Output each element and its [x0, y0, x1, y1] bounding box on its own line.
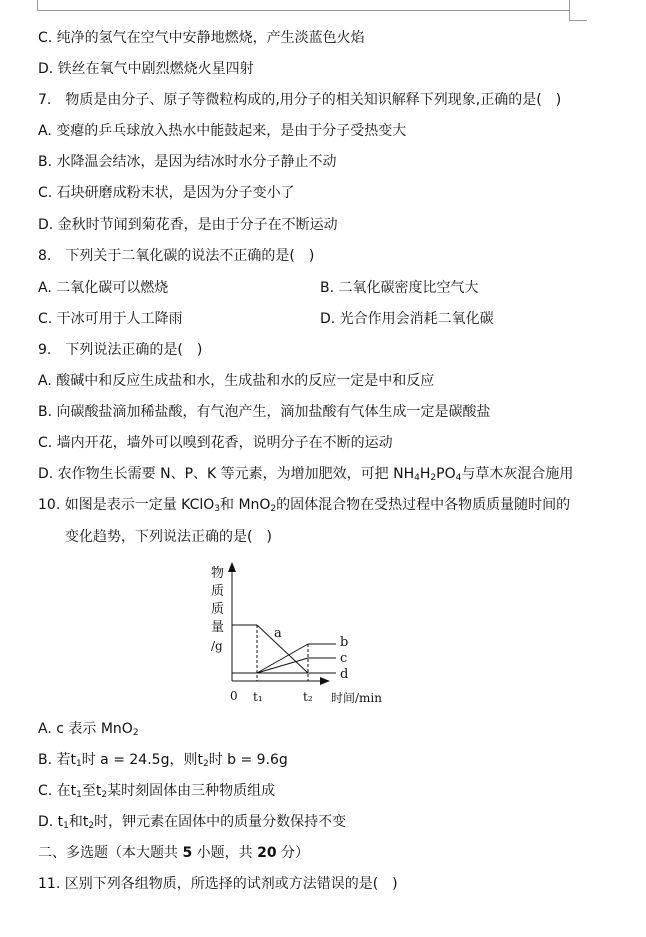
q7-option-c: C. 石块研磨成粉末状，是因为分子变小了	[38, 185, 295, 201]
question-9: 9. 下列说法正确的是( )	[38, 342, 203, 358]
ylabel-unit: /g	[211, 639, 223, 653]
q8-option-a: A. 二氧化碳可以燃烧	[38, 280, 169, 296]
q10-option-c: C. 在$t_1$至$t_2$某时刻固体由三种物质组成	[38, 783, 276, 800]
q10-option-b: B. 若$t_1$时 a = 24.5g，则$t_2$时 b = 9.6g	[38, 752, 288, 769]
q9-option-b: B. 向碳酸盐滴加稀盐酸，有气泡产生，滴加盐酸有气体生成一定是碳酸盐	[38, 404, 491, 420]
question-8: 8. 下列关于二氧化碳的说法不正确的是( )	[38, 248, 315, 264]
q8-option-b: B. 二氧化碳密度比空气大	[320, 280, 479, 296]
origin-label: 0	[230, 689, 238, 703]
q9-option-c: C. 墙内开花，墙外可以嗅到花香，说明分子在不断的运动	[38, 435, 393, 451]
q7-option-b: B. 水降温会结冰，是因为结冰时水分子静止不动	[38, 154, 337, 170]
option-d-prev: D. 铁丝在氧气中剧烈燃烧火星四射	[38, 61, 254, 77]
q7-option-d: D. 金秋时节闻到菊花香，是由于分子在不断运动	[38, 217, 338, 233]
ylabel-char-3: 质	[211, 602, 225, 617]
q10-option-a: A. c 表示 MnO$_2$	[38, 721, 139, 738]
q9-option-d: D. 农作物生长需要 N、P、K 等元素，为增加肥效，可把 $NH_4H_2PO_4$与草木灰混合施用	[38, 466, 574, 483]
series-c-label: c	[340, 651, 348, 666]
question-7: 7. 物质是由分子、原子等微粒构成的,用分子的相关知识解释下列现象,正确的是( )	[38, 92, 562, 108]
x-tick-t1: t₁	[253, 690, 263, 704]
header-border	[37, 10, 569, 11]
q7-option-a: A. 变瘪的乒乓球放入热水中能鼓起来，是由于分子受热变大	[38, 123, 407, 139]
header-border-corner	[569, 20, 587, 21]
series-a-label: a	[274, 626, 282, 641]
q10-option-d: D. $t_1$和$t_2$时，钾元素在固体中的质量分数保持不变	[38, 814, 347, 831]
series-d-label: d	[340, 667, 349, 682]
mass-time-chart	[200, 560, 400, 710]
y-axis-label	[211, 565, 224, 653]
option-c-prev: C. 纯净的氢气在空气中安静地燃烧，产生淡蓝色火焰	[38, 30, 365, 46]
x-axis-arrow	[320, 677, 330, 685]
series-b-label: b	[340, 635, 349, 650]
ylabel-char-2: 质	[211, 584, 225, 599]
x-axis-label: 时间/min	[331, 691, 382, 705]
x-tick-t2: t₂	[303, 690, 313, 704]
y-axis-arrow	[228, 562, 236, 572]
section-2-heading: 二、多选题（本大题共 5 小题，共 20 分）	[38, 845, 310, 861]
question-10-line2: 变化趋势，下列说法正确的是( )	[65, 529, 272, 545]
question-10: 10. 如图是表示一定量 KClO$_3$和 MnO$_2$的固体混合物在受热过程中各物质质量随时间的	[38, 497, 571, 514]
q8-option-d: D. 光合作用会消耗二氧化碳	[320, 311, 494, 327]
ylabel-char-1: 物	[211, 566, 225, 581]
question-11: 11. 区别下列各组物质，所选择的试剂或方法错误的是( )	[38, 876, 398, 892]
q9-option-a: A. 酸碱中和反应生成盐和水，生成盐和水的反应一定是中和反应	[38, 373, 435, 389]
ylabel-char-4: 量	[211, 620, 225, 635]
q8-option-c: C. 干冰可用于人工降雨	[38, 311, 183, 327]
header-border-right	[569, 0, 570, 20]
header-border-left	[37, 0, 38, 10]
